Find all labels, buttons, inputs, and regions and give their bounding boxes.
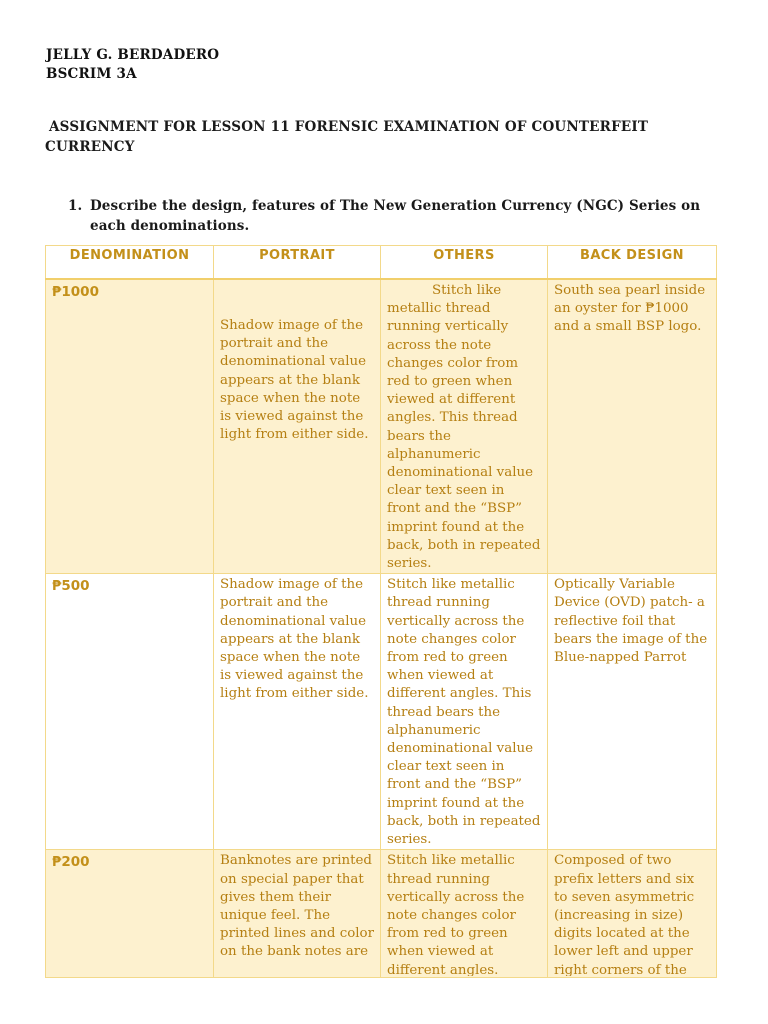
table-row: [46, 279, 717, 574]
denomination-cell: [46, 574, 214, 850]
denomination-value: ₱500: [52, 578, 90, 595]
question-item: [68, 196, 718, 236]
denomination-cell: [46, 850, 214, 978]
back-design-cell: [548, 574, 717, 850]
question-text: Describe the design, features of The New Generation Currency (NGC) Series on each denominations.: [90, 198, 701, 234]
others-cell: [381, 850, 548, 978]
portrait-text: Banknotes are printed on special paper that gives them their unique feel. The printed lines and color on the bank notes are: [220, 853, 374, 960]
back-design-text: South sea pearl inside an oyster for ₱1000 and a small BSP logo.: [554, 283, 706, 335]
others-text: Stitch like metallic thread running vertically across the note changes color from red to green when viewed at different angles.: [387, 853, 525, 977]
ngc-denomination-table: [45, 245, 717, 978]
column-header-others: OTHERS: [381, 246, 548, 280]
back-design-text: Composed of two prefix letters and six to seven asymmetric (increasing in size) digits located at the lower left and upper right corners of the: [554, 853, 695, 977]
denomination-value: ₱1000: [52, 284, 99, 300]
student-name: JELLY G. BERDADERO: [46, 47, 220, 63]
back-design-cell: [548, 850, 717, 978]
question-number: 1.: [68, 198, 83, 214]
portrait-cell: [214, 574, 381, 850]
column-header-back-design: BACK DESIGN: [548, 246, 717, 280]
portrait-cell: [214, 850, 381, 978]
table-row: [46, 850, 717, 978]
portrait-cell: [214, 279, 381, 574]
column-header-denomination: DENOMINATION: [46, 246, 214, 280]
others-text: Stitch like metallic thread running vertically across the note changes color from red to green when viewed at different angles. This thread bears the alphanumeric denominational value clear text seen in front and the “BSP” imprint found at the back, both in repeated series.: [387, 577, 541, 848]
student-course: BSCRIM 3A: [46, 66, 137, 82]
others-text: Stitch like metallic thread running vertically across the note changes color from red to green when viewed at different angles. This thread bears the alphanumeric denominational value clear text seen in front and the “BSP” imprint found at the back, both in repeated series.: [387, 283, 541, 572]
table-row: [46, 574, 717, 850]
column-header-portrait: PORTRAIT: [214, 246, 381, 280]
portrait-text: Shadow image of the portrait and the denominational value appears at the blank space when the note is viewed against the light from either side.: [220, 577, 369, 702]
assignment-title: ASSIGNMENT FOR LESSON 11 FORENSIC EXAMINATION OF COUNTERFEIT CURRENCY: [45, 119, 649, 155]
others-cell: [381, 574, 548, 850]
back-design-text: Optically Variable Device (OVD) patch- a reflective foil that bears the image of the Blue-napped Parrot: [554, 577, 708, 666]
denomination-value: ₱200: [52, 854, 90, 871]
portrait-text: Shadow image of the portrait and the denominational value appears at the blank space when the note is viewed against the light from either side.: [220, 318, 369, 443]
table-header-row: [46, 246, 717, 280]
denomination-cell: [46, 279, 214, 574]
back-design-cell: [548, 279, 717, 574]
others-cell: [381, 279, 548, 574]
